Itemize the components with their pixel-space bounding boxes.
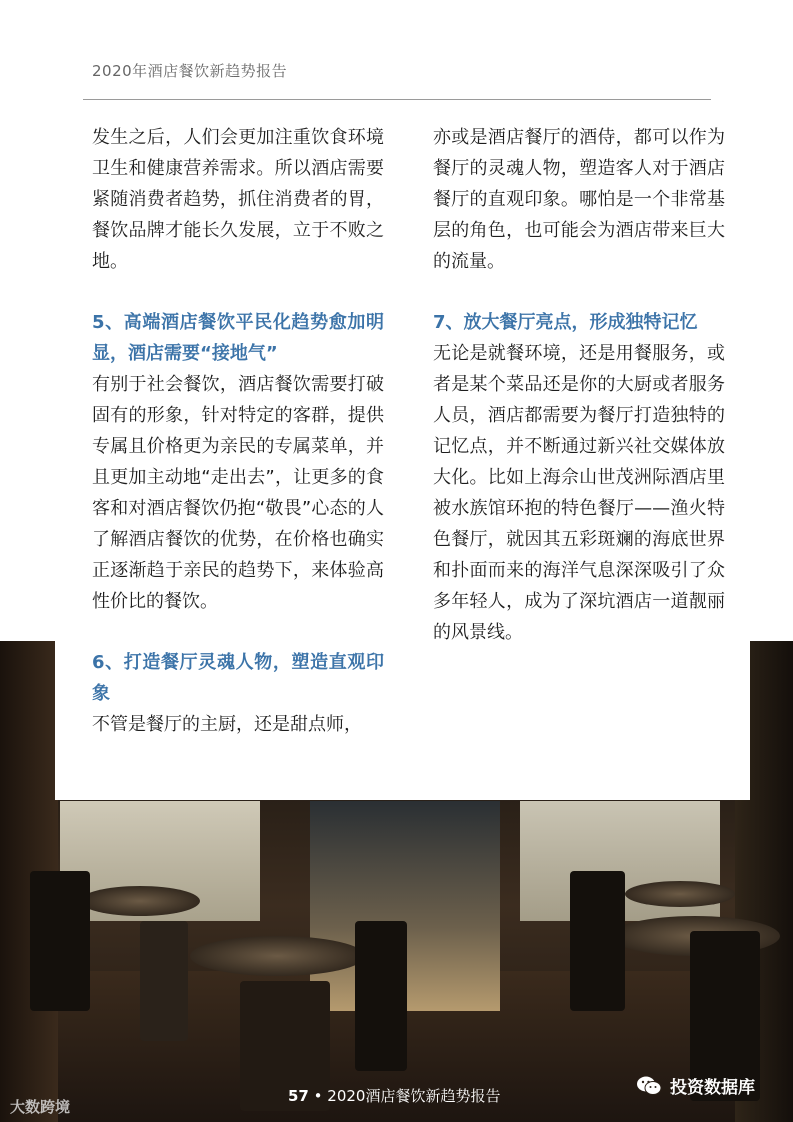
section-6-heading: 6、打造餐厅灵魂人物，塑造直观印象 — [92, 652, 384, 704]
page-number: 57 — [288, 1087, 309, 1105]
watermark-right — [636, 1073, 755, 1098]
section-7-heading: 7、放大餐厅亮点，形成独特记忆 — [433, 312, 698, 333]
footer-title: 2020酒店餐饮新趋势报告 — [327, 1087, 501, 1105]
page-footer — [288, 1085, 500, 1106]
watermark-left — [10, 1096, 70, 1117]
wechat-icon — [636, 1075, 662, 1097]
footer-separator: • — [313, 1087, 323, 1105]
section-5-heading: 5、高端酒店餐饮平民化趋势愈加明显，酒店需要“接地气” — [92, 312, 384, 364]
page-header-title: 2020年酒店餐饮新趋势报告 — [92, 62, 288, 80]
left-intro-paragraph: 发生之后，人们会更加注重饮食环境卫生和健康营养需求。所以酒店需要紧随消费者趋势，抓住消费者的胃，餐饮品牌才能长久发展，立于不败之地。 — [92, 127, 384, 272]
left-column — [92, 122, 384, 740]
section-5-body: 有别于社会餐饮，酒店餐饮需要打破固有的形象，针对特定的客群，提供专属且价格更为亲民的专属菜单，并且更加主动地“走出去”，让更多的食客和对酒店餐饮仍抱“敬畏”心态的人了解酒店餐饮的优势，在价格也确实正逐渐趋于亲民的趋势下，来体验高性价比的餐饮。 — [92, 374, 384, 612]
section-7-body: 无论是就餐环境，还是用餐服务，或者是某个菜品还是你的大厨或者服务人员，酒店都需要为餐厅打造独特的记忆点，并不断通过新兴社交媒体放大化。比如上海佘山世茂洲际酒店里被水族馆环抱的特色餐厅——渔火特色餐厅，就因其五彩斑斓的海底世界和扑面而来的海洋气息深深吸引了众多年轻人，成为了深坑酒店一道靓丽的风景线。 — [433, 343, 725, 643]
watermark-left-text: 大数跨境 — [10, 1098, 71, 1116]
header-divider — [83, 99, 711, 100]
right-intro-paragraph: 亦或是酒店餐厅的酒侍，都可以作为餐厅的灵魂人物，塑造客人对于酒店餐厅的直观印象。哪怕是一个非常基层的角色，也可能会为酒店带来巨大的流量。 — [433, 127, 725, 272]
right-column — [433, 122, 725, 648]
watermark-right-text: 投资数据库 — [670, 1078, 755, 1098]
section-6-body: 不管是餐厅的主厨，还是甜点师， — [92, 714, 362, 735]
